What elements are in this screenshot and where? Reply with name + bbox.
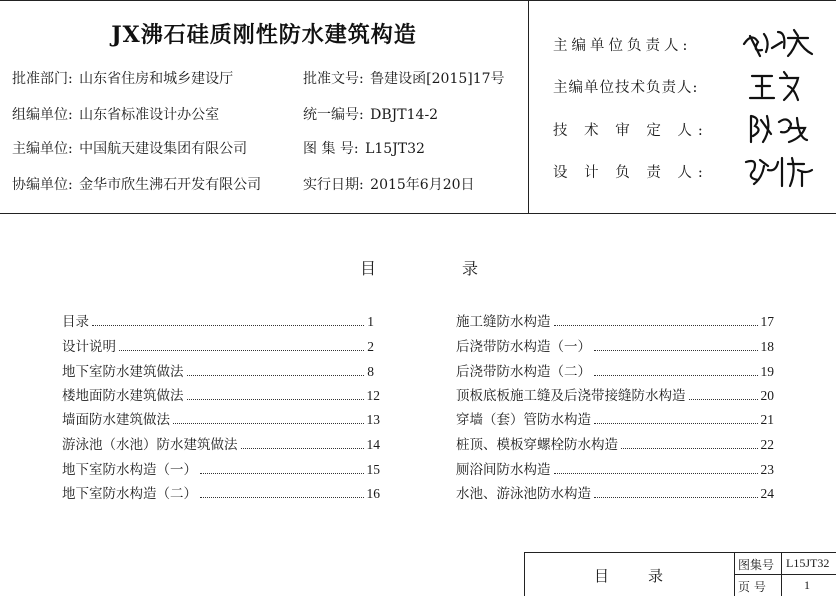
meta-label: 图 集 号:	[303, 141, 359, 157]
toc-entry[interactable]	[456, 335, 774, 355]
atlas-number-label: 图集号	[738, 558, 775, 572]
toc-entry-page: 15	[366, 462, 380, 477]
toc-entry-page: 14	[366, 437, 380, 452]
title-block-name-left: 目	[594, 567, 610, 585]
header-divider-vertical	[528, 0, 529, 214]
chief-editor-row	[12, 138, 247, 158]
toc-entry-title: 墙面防水建筑做法	[62, 412, 170, 428]
responsible-label: 设 计 负 责 人:	[553, 165, 709, 181]
toc-leader	[594, 423, 758, 424]
meta-value: 中国航天建设集团有限公司	[79, 141, 248, 157]
meta-value: 金华市欣生沸石开发有限公司	[79, 177, 262, 193]
toc-leader	[621, 448, 758, 449]
toc-leader	[187, 375, 365, 376]
toc-entry-title: 楼地面防水建筑做法	[62, 388, 184, 404]
meta-value: DBJT14-2	[370, 107, 439, 123]
toc-leader	[554, 325, 758, 326]
toc-leader	[119, 350, 364, 351]
page-number-label: 页 号	[738, 580, 766, 594]
signature-chief-tech-head	[748, 66, 808, 110]
design-lead-row	[553, 161, 721, 182]
chief-unit-head-row	[553, 34, 721, 55]
toc-entry-page: 12	[366, 388, 380, 403]
unified-number-row	[303, 104, 438, 124]
toc-entry[interactable]	[62, 433, 380, 453]
toc-entry[interactable]	[456, 433, 774, 453]
signature-design-lead	[742, 152, 822, 196]
toc-entry-title: 目录	[62, 314, 89, 330]
toc-entry-title: 桩顶、模板穿螺栓防水构造	[456, 437, 618, 453]
toc-entry[interactable]	[62, 310, 374, 330]
atlas-number-row	[303, 138, 425, 158]
toc-entry-title: 后浇带防水构造（二）	[456, 364, 591, 380]
toc-entry[interactable]	[456, 384, 774, 404]
toc-entry-title: 厕浴间防水构造	[456, 462, 551, 478]
toc-entry-page: 8	[367, 364, 374, 379]
toc-entry-page: 1	[367, 314, 374, 329]
toc-entry[interactable]	[456, 458, 774, 478]
toc-entry-page: 2	[367, 339, 374, 354]
toc-leader	[200, 473, 364, 474]
toc-heading-right: 录	[462, 259, 479, 278]
document-title: JX沸石硅质刚性防水建筑构造	[111, 22, 417, 48]
signature-technical-reviewer	[745, 108, 815, 152]
chief-tech-head-row	[553, 76, 721, 97]
toc-entry-page: 18	[760, 339, 774, 354]
meta-label: 统一编号:	[303, 107, 364, 123]
toc-leader	[689, 399, 758, 400]
toc-entry-title: 游泳池（水池）防水建筑做法	[62, 437, 238, 453]
toc-entry-page: 21	[760, 412, 774, 427]
toc-leader	[92, 325, 364, 326]
toc-heading-left: 目	[360, 259, 377, 278]
header-bottom-rule	[0, 213, 836, 214]
effective-date-row	[303, 174, 475, 194]
toc-entry-title: 穿墙（套）管防水构造	[456, 412, 591, 428]
technical-reviewer-row	[553, 119, 721, 140]
toc-entry-page: 22	[760, 437, 774, 452]
meta-value: 鲁建设函[2015]17号	[370, 71, 505, 87]
title-block	[524, 552, 836, 596]
title-block-name-right: 录	[648, 567, 664, 585]
signature-chief-unit-head	[738, 22, 818, 66]
title-block-mid-rule	[734, 574, 836, 575]
toc-entry-page: 19	[760, 364, 774, 379]
co-editor-row	[12, 174, 261, 194]
toc-entry-title: 水池、游泳池防水构造	[456, 486, 591, 502]
toc-entry[interactable]	[456, 310, 774, 330]
approval-dept-row	[12, 68, 233, 88]
toc-leader	[173, 423, 364, 424]
toc-entry-page: 20	[760, 388, 774, 403]
toc-entry-title: 地下室防水构造（二）	[62, 486, 197, 502]
responsible-label: 主编单位负责人:	[553, 38, 692, 54]
toc-leader	[594, 375, 758, 376]
approval-number-row	[303, 68, 505, 88]
toc-leader	[241, 448, 364, 449]
toc-leader	[594, 497, 758, 498]
title-block-left-rule	[524, 552, 525, 596]
toc-entry[interactable]	[62, 335, 374, 355]
meta-value: L15JT32	[365, 141, 425, 157]
toc-entry[interactable]	[62, 482, 380, 502]
toc-leader	[200, 497, 364, 498]
toc-entry-title: 后浇带防水构造（一）	[456, 339, 591, 355]
responsible-label: 主编单位技术负责人:	[553, 80, 699, 96]
atlas-number-value: L15JT32	[786, 556, 830, 570]
toc-entry[interactable]	[456, 482, 774, 502]
meta-label: 协编单位:	[12, 177, 73, 193]
toc-entry-page: 13	[366, 412, 380, 427]
toc-entry[interactable]	[62, 408, 380, 428]
toc-entry[interactable]	[456, 408, 774, 428]
toc-entry[interactable]	[456, 360, 774, 380]
toc-entry-page: 24	[760, 486, 774, 501]
title-block-top-rule	[524, 552, 836, 553]
toc-entry-page: 16	[366, 486, 380, 501]
meta-value: 山东省标准设计办公室	[79, 107, 220, 123]
toc-leader	[554, 473, 758, 474]
toc-leader	[187, 399, 364, 400]
meta-label: 主编单位:	[12, 141, 73, 157]
toc-entry-title: 设计说明	[62, 339, 116, 355]
organizer-row	[12, 104, 219, 124]
meta-label: 组编单位:	[12, 107, 73, 123]
header-top-rule	[0, 0, 836, 1]
meta-label: 批准文号:	[303, 71, 364, 87]
toc-entry-title: 施工缝防水构造	[456, 314, 551, 330]
meta-value: 山东省住房和城乡建设厅	[79, 71, 234, 87]
responsible-label: 技 术 审 定 人:	[553, 123, 709, 139]
meta-label: 批准部门:	[12, 71, 73, 87]
toc-entry-title: 顶板底板施工缝及后浇带接缝防水构造	[456, 388, 686, 404]
meta-label: 实行日期:	[303, 177, 364, 193]
meta-value: 2015年6月20日	[370, 177, 475, 193]
toc-entry-title: 地下室防水构造（一）	[62, 462, 197, 478]
toc-leader	[594, 350, 758, 351]
toc-entry-title: 地下室防水建筑做法	[62, 364, 184, 380]
page-number-value: 1	[804, 578, 810, 592]
toc-entry[interactable]	[62, 384, 380, 404]
toc-entry-page: 17	[760, 314, 774, 329]
toc-entry[interactable]	[62, 458, 380, 478]
toc-entry[interactable]	[62, 360, 374, 380]
toc-entry-page: 23	[760, 462, 774, 477]
